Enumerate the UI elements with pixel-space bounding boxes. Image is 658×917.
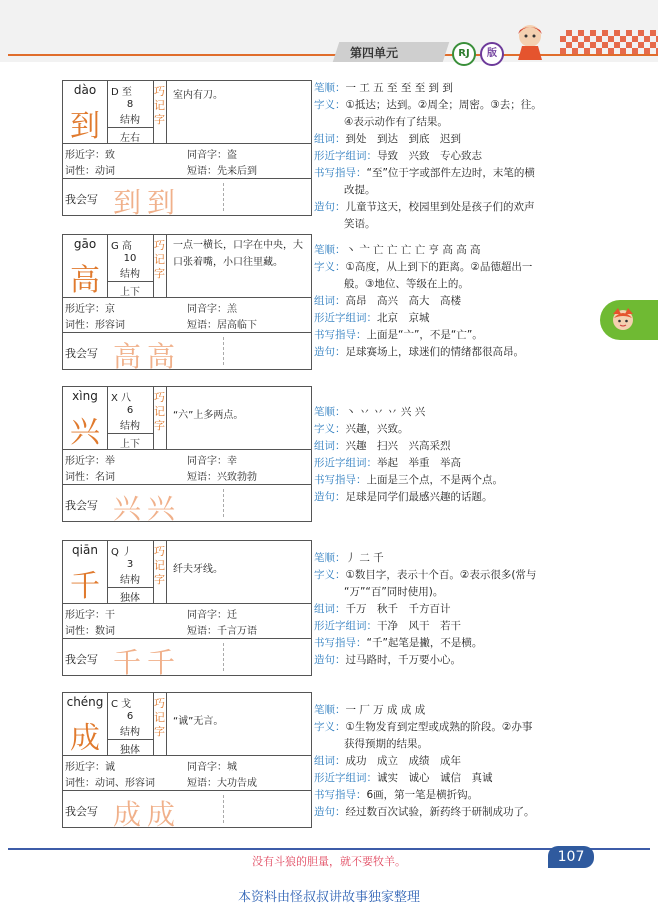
memory-tip: 纤夫牙线。 bbox=[173, 564, 223, 575]
edition-badge: 版 bbox=[480, 42, 504, 66]
char-card-qian bbox=[62, 540, 312, 679]
similar-char: 形近字：诚 bbox=[65, 762, 115, 773]
character: 兴 bbox=[70, 415, 100, 450]
homophone: 同音字：幸 bbox=[187, 456, 237, 467]
memory-tip-label: 巧 记 字 bbox=[153, 235, 167, 297]
trace-characters: 到到 bbox=[113, 186, 182, 219]
part-of-speech: 词性：名词 bbox=[65, 472, 115, 483]
credit-line: 本资料由怪叔叔讲故事独家整理 bbox=[237, 890, 420, 905]
meaning-cont: ④表示动作有了结果。 bbox=[344, 116, 448, 128]
structure-label: 结构 bbox=[120, 727, 140, 738]
structure-label: 结构 bbox=[120, 575, 140, 586]
memory-tip: 室内有刀。 bbox=[173, 90, 223, 101]
structure-label: 结构 bbox=[120, 115, 140, 126]
words: 组词：成功 成立 成绩 成年 bbox=[314, 755, 461, 767]
header-checker-pattern bbox=[560, 30, 658, 54]
sentence: 造句：足球是同学们最感兴趣的话题。 bbox=[314, 491, 493, 503]
write-label: 我会写 bbox=[65, 347, 98, 360]
write-label: 我会写 bbox=[65, 499, 98, 512]
details-xing bbox=[314, 404, 604, 506]
similar-words: 形近字组词：诚实 诚心 诚信 真诚 bbox=[314, 772, 493, 784]
write-label: 我会写 bbox=[65, 193, 98, 206]
character: 成 bbox=[70, 721, 100, 756]
char-card-xing bbox=[62, 386, 312, 525]
meaning-cont: 般。③地位、等级在上的。 bbox=[344, 278, 469, 290]
footer-motto: 没有斗狼的胆量，就不要牧羊。 bbox=[252, 855, 406, 868]
details-cheng bbox=[314, 702, 604, 821]
structure-label: 结构 bbox=[120, 269, 140, 280]
pinyin: dào bbox=[73, 83, 97, 97]
pinyin: xìng bbox=[72, 389, 98, 403]
part-of-speech: 词性：形容词 bbox=[65, 320, 125, 331]
homophone: 同音字：城 bbox=[187, 762, 237, 773]
words: 组词：到处 到达 到底 迟到 bbox=[314, 133, 461, 145]
trace-characters: 高高 bbox=[113, 340, 182, 373]
similar-char: 形近字：京 bbox=[65, 304, 115, 315]
character: 高 bbox=[70, 263, 100, 298]
part-of-speech: 词性：动词 bbox=[65, 166, 115, 177]
writing-guide: 书写指导：6画，第一笔是横折钩。 bbox=[314, 789, 479, 801]
trace-characters: 成成 bbox=[113, 798, 182, 831]
sentence-cont: 笑语。 bbox=[344, 218, 376, 230]
words: 组词：兴趣 扫兴 兴高采烈 bbox=[314, 440, 451, 452]
phrase: 短语：先来后到 bbox=[187, 166, 257, 177]
similar-char: 形近字：致 bbox=[65, 150, 115, 161]
structure-value: 上下 bbox=[107, 433, 153, 450]
writing-guide: 书写指导：上面是“亠”，不是“亡”。 bbox=[314, 329, 483, 341]
pinyin: gāo bbox=[73, 237, 97, 251]
meaning: 字义：①数目字，表示十个百。②表示很多(常与 bbox=[314, 569, 537, 581]
radical: X 八 bbox=[111, 393, 132, 404]
meaning: 字义：①高度，从上到下的距离。②品德超出一 bbox=[314, 261, 533, 273]
memory-tip-label: 巧 记 字 bbox=[153, 387, 167, 449]
meaning: 字义：兴趣，兴致。 bbox=[314, 423, 409, 435]
meaning: 字义：①生物发育到定型或成熟的阶段。②办事 bbox=[314, 721, 533, 733]
memory-tip-label: 巧 记 字 bbox=[153, 81, 167, 143]
writing-guide: 书写指导：“千”起笔是撇，不是横。 bbox=[314, 637, 483, 649]
structure-value: 左右 bbox=[107, 127, 153, 144]
pinyin: chéng bbox=[66, 695, 104, 709]
phrase: 短语：兴致勃勃 bbox=[187, 472, 257, 483]
radical: C 戈 bbox=[111, 699, 132, 710]
phrase: 短语：大功告成 bbox=[187, 778, 257, 789]
writing-guide: 书写指导：“至”位于字或部件左边时，末笔的横 bbox=[314, 167, 535, 179]
unit-title: 第四单元 bbox=[350, 46, 399, 60]
structure-value: 独体 bbox=[107, 739, 153, 756]
memory-tip-label: 巧 记 字 bbox=[153, 541, 167, 603]
stroke-order: 笔顺：一 厂 万 成 成 成 bbox=[314, 704, 426, 716]
memory-tip: “诚”无言。 bbox=[173, 716, 224, 727]
similar-words: 形近字组词：导致 兴致 专心致志 bbox=[314, 150, 482, 162]
stroke-count: 3 bbox=[126, 559, 134, 570]
write-label: 我会写 bbox=[65, 653, 98, 666]
sentence: 造句：儿童节这天，校园里到处是孩子们的欢声 bbox=[314, 201, 535, 213]
character: 千 bbox=[70, 569, 100, 604]
structure-value: 上下 bbox=[107, 281, 153, 298]
stroke-order: 笔顺：丶 亠 亡 亡 亡 亡 亨 高 高 高 bbox=[314, 244, 481, 256]
details-qian bbox=[314, 550, 604, 669]
similar-char: 形近字：干 bbox=[65, 610, 115, 621]
fox-face-icon bbox=[610, 306, 636, 332]
practice-grid bbox=[223, 643, 308, 671]
practice-grid bbox=[223, 337, 308, 365]
page-number: 107 bbox=[548, 846, 594, 868]
trace-characters: 兴兴 bbox=[113, 492, 182, 525]
pinyin: qiān bbox=[72, 543, 98, 557]
write-label: 我会写 bbox=[65, 805, 98, 818]
words: 组词：千万 秋千 千方百计 bbox=[314, 603, 451, 615]
similar-words: 形近字组词：干净 风干 若干 bbox=[314, 620, 461, 632]
char-card-dao bbox=[62, 80, 312, 219]
stroke-order: 笔顺：丿 二 千 bbox=[314, 552, 384, 564]
stroke-count: 8 bbox=[126, 99, 134, 110]
meaning-cont: 获得预期的结果。 bbox=[344, 738, 428, 750]
trace-characters: 千千 bbox=[113, 646, 182, 679]
structure-label: 结构 bbox=[120, 421, 140, 432]
part-of-speech: 词性：动词、形容词 bbox=[65, 778, 155, 789]
char-card-cheng bbox=[62, 692, 312, 831]
practice-grid bbox=[223, 795, 308, 823]
similar-words: 形近字组词：举起 举重 举高 bbox=[314, 457, 461, 469]
writing-guide-cont: 改提。 bbox=[344, 184, 376, 196]
memory-tip-label: 巧 记 字 bbox=[153, 693, 167, 755]
phrase: 短语：千言万语 bbox=[187, 626, 257, 637]
stroke-order: 笔顺：丶 丷 丷 丷 兴 兴 bbox=[314, 406, 426, 418]
practice-grid bbox=[223, 489, 308, 517]
details-gao bbox=[314, 242, 604, 361]
stroke-order: 笔顺：一 工 五 至 至 至 到 到 bbox=[314, 82, 453, 94]
homophone: 同音字：盗 bbox=[187, 150, 237, 161]
part-of-speech: 词性：数词 bbox=[65, 626, 115, 637]
similar-words: 形近字组词：北京 京城 bbox=[314, 312, 430, 324]
sentence: 造句：足球赛场上，球迷们的情绪都很高昂。 bbox=[314, 346, 524, 358]
similar-char: 形近字：举 bbox=[65, 456, 115, 467]
rj-badge: RJ bbox=[452, 42, 476, 66]
header-divider bbox=[8, 54, 658, 56]
words: 组词：高昂 高兴 高大 高楼 bbox=[314, 295, 461, 307]
writing-guide: 书写指导：上面是三个点，不是两个点。 bbox=[314, 474, 503, 486]
radical: G 高 bbox=[111, 241, 132, 252]
girl-mascot-icon bbox=[510, 20, 550, 60]
character: 到 bbox=[70, 109, 100, 144]
char-card-gao bbox=[62, 234, 312, 373]
stroke-count: 6 bbox=[126, 405, 134, 416]
radical: Q 丿 bbox=[111, 547, 133, 558]
homophone: 同音字：迁 bbox=[187, 610, 237, 621]
phrase: 短语：居高临下 bbox=[187, 320, 257, 331]
radical: D 至 bbox=[111, 87, 132, 98]
homophone: 同音字：羔 bbox=[187, 304, 237, 315]
meaning-cont: “万”“百”同时使用)。 bbox=[344, 586, 444, 598]
memory-tip: “六”上多两点。 bbox=[173, 410, 244, 421]
stroke-count: 10 bbox=[123, 253, 137, 264]
structure-value: 独体 bbox=[107, 587, 153, 604]
meaning: 字义：①抵达；达到。②周全；周密。③去；往。 bbox=[314, 99, 542, 111]
stroke-count: 6 bbox=[126, 711, 134, 722]
memory-tip: 一点一横长，口字在中央，大口张着嘴，小口往里藏。 bbox=[173, 240, 303, 268]
sentence: 造句：过马路时，千万要小心。 bbox=[314, 654, 461, 666]
sentence: 造句：经过数百次试验，新药终于研制成功了。 bbox=[314, 806, 535, 818]
practice-grid bbox=[223, 183, 308, 211]
details-dao bbox=[314, 80, 604, 233]
